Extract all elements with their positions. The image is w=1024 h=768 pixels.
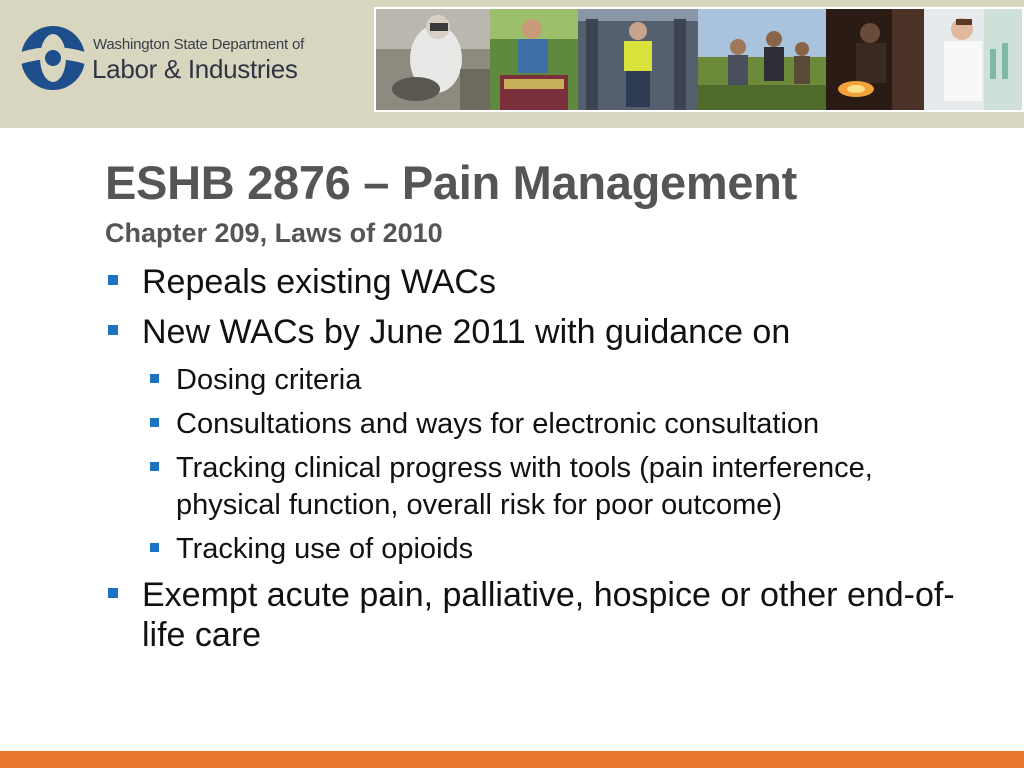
bullet-text: New WACs by June 2011 with guidance on [142,313,791,351]
sub-bullet-item [142,450,985,524]
agency-logo [18,22,328,92]
square-bullet-icon [150,374,159,383]
square-bullet-icon [150,418,159,427]
sub-bullet-item [142,531,985,568]
square-bullet-icon [150,462,159,471]
sub-bullet-item [142,362,985,399]
bullet-item [105,312,985,352]
bullet-item [105,262,985,302]
worker-sanding-photo [376,9,490,110]
sub-bullet-text: Tracking clinical progress with tools (pain interference, physical function, overall risk for poor outcome) [176,452,873,521]
field-workers-photo [698,9,826,110]
inspector-vest-photo [578,9,698,110]
sub-bullet-item [142,406,985,443]
bullet-list [105,262,985,665]
square-bullet-icon [108,275,118,285]
square-bullet-icon [150,543,159,552]
bullet-text: Exempt acute pain, palliative, hospice or other end-of-life care [142,576,955,654]
bullet-text: Repeals existing WACs [142,263,496,301]
slide-title: ESHB 2876 – Pain Management [105,156,797,209]
logo-emblem-icon [18,24,88,92]
farm-worker-photo [490,9,578,110]
header-band [0,0,1024,128]
square-bullet-icon [108,588,118,598]
logo-line-2: Labor & Industries [92,54,298,84]
sub-bullet-text: Tracking use of opioids [176,533,474,565]
footer-accent-bar [0,751,1024,768]
sub-bullet-text: Dosing criteria [176,364,362,396]
photo-strip [374,7,1024,112]
bullet-item [105,575,985,655]
lab-worker-photo [924,9,1024,110]
logo-line-1: Washington State Department of [93,36,305,53]
sub-bullet-text: Consultations and ways for electronic consultation [176,408,820,440]
foundry-worker-photo [826,9,924,110]
square-bullet-icon [108,325,118,335]
slide-subtitle: Chapter 209, Laws of 2010 [105,218,443,248]
